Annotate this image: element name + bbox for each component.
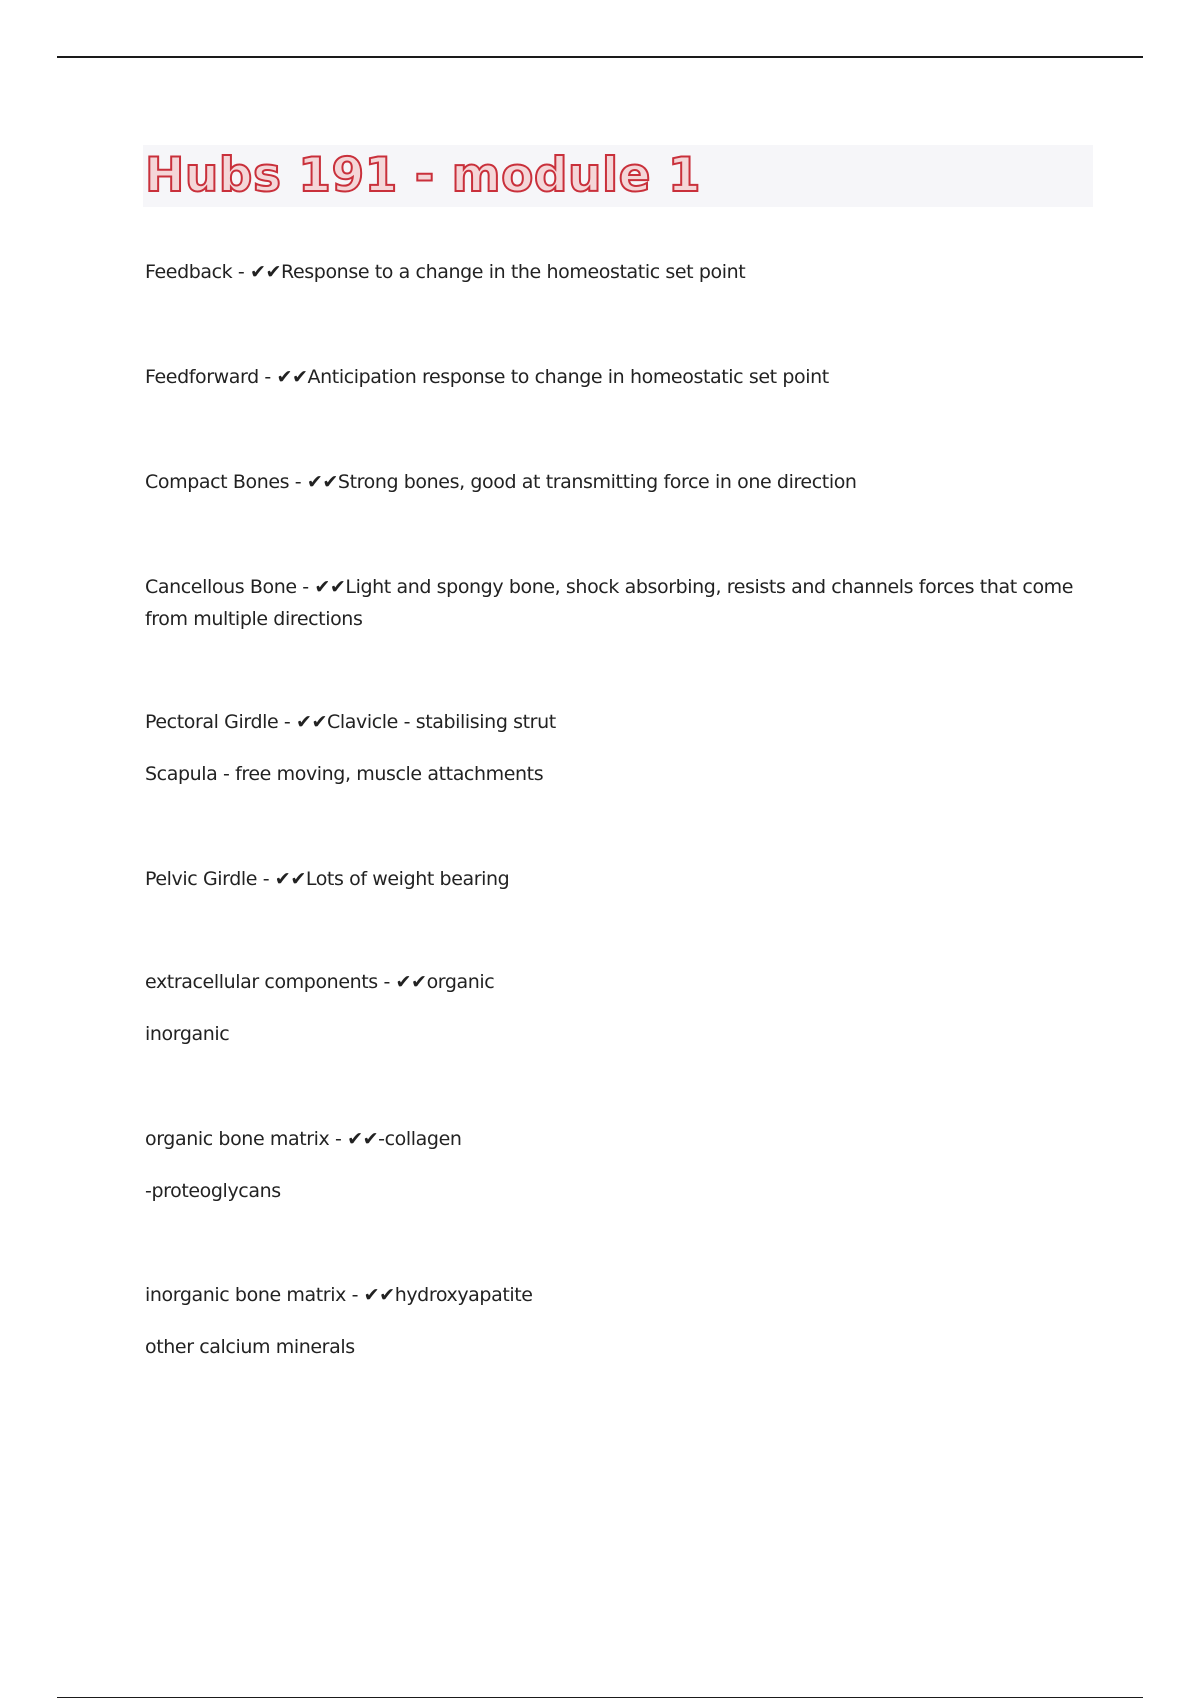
document-title: Hubs 191 - module 1 [145, 148, 702, 203]
flashcard-entry-inorganic-bone-matrix [145, 1279, 1075, 1363]
flashcard-entry-feedback [145, 256, 1075, 288]
header-rule [57, 56, 1143, 58]
entry-definition: extracellular components - ✔✔organic [145, 971, 495, 993]
flashcard-entry-compact-bones [145, 466, 1075, 498]
entry-continuation: -proteoglycans [145, 1180, 281, 1202]
entry-definition: Pelvic Girdle - ✔✔Lots of weight bearing [145, 868, 510, 890]
entry-definition: Compact Bones - ✔✔Strong bones, good at transmitting force in one direction [145, 471, 857, 493]
entry-continuation: Scapula - free moving, muscle attachments [145, 763, 544, 785]
entry-definition: Feedback - ✔✔Response to a change in the homeostatic set point [145, 261, 746, 283]
entry-continuation: other calcium minerals [145, 1336, 355, 1358]
entry-definition: Cancellous Bone - ✔✔Light and spongy bone, shock absorbing, resists and channels forces that come from multiple directions [145, 576, 1074, 630]
flashcard-entry-extracellular-components [145, 966, 1075, 1050]
flashcard-entry-organic-bone-matrix [145, 1123, 1075, 1207]
flashcard-entry-feedforward [145, 361, 1075, 393]
entry-definition: Pectoral Girdle - ✔✔Clavicle - stabilising strut [145, 711, 556, 733]
flashcard-entry-cancellous-bone [145, 571, 1075, 635]
entry-continuation: inorganic [145, 1023, 230, 1045]
entry-definition: inorganic bone matrix - ✔✔hydroxyapatite [145, 1284, 533, 1306]
entry-definition: organic bone matrix - ✔✔-collagen [145, 1128, 462, 1150]
flashcard-entry-pectoral-girdle [145, 706, 1075, 790]
title-band [143, 145, 1093, 207]
footer-rule [57, 1697, 1143, 1698]
entry-definition: Feedforward - ✔✔Anticipation response to change in homeostatic set point [145, 366, 829, 388]
flashcard-entry-pelvic-girdle [145, 863, 1075, 895]
